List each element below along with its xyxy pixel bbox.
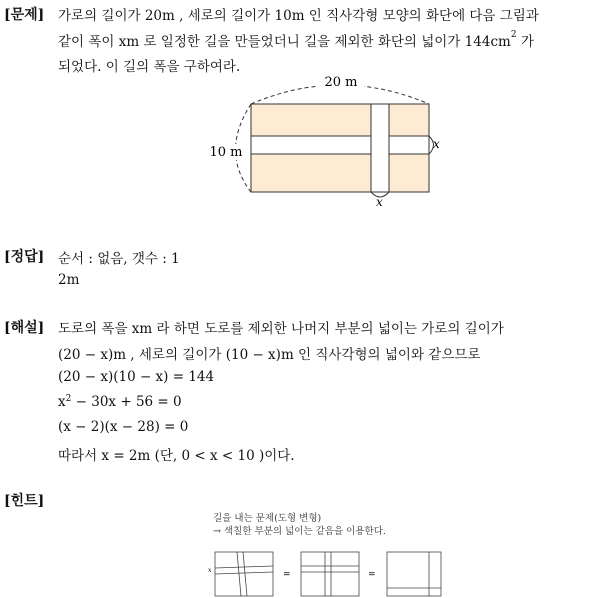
hint-fig-2 [301, 552, 359, 596]
problem-line-3: 되었다. 이 길의 폭을 구하여라. [58, 59, 241, 75]
explanation-eq-2-tail: − 30x + 56 = 0 [71, 394, 182, 410]
hint-text-1: 길을 내는 문제(도형 변형) [213, 513, 322, 524]
explanation-eq-2-x: x [58, 394, 66, 410]
hint-eq-sign-2: = [368, 570, 376, 580]
explanation-conclusion: 따라서 x = 2m (단, 0 < x < 10 )이다. [58, 448, 295, 464]
explanation-eq-1: (20 − x)(10 − x) = 144 [58, 369, 215, 385]
problem-line-2 [58, 30, 534, 50]
problem-label: [문제] [4, 7, 45, 23]
hint-x-1: x [208, 567, 212, 574]
explanation-line-1: 도로의 폭을 xm 라 하면 도로를 제외한 나머지 부분의 넓이는 가로의 길이가 [58, 321, 504, 337]
problem-line-1: 가로의 길이가 20m , 세로의 길이가 10m 인 직사각형 모양의 화단에 다음 그림과 [58, 8, 539, 24]
explanation-line-2: (20 − x)m , 세로의 길이가 (10 − x)m 인 직사각형의 넓이와 같으므로 [58, 347, 481, 363]
hint-label: [힌트] [4, 493, 45, 509]
x-right-label: x [433, 137, 440, 151]
problem-line-2-sup: 2 [510, 30, 517, 40]
width-label: 20 m [324, 75, 358, 90]
hint-figure [205, 510, 445, 598]
answer-line-1: 순서 : 없음, 갯수 : 1 [58, 251, 180, 267]
problem-line-2-tail: 가 [516, 34, 534, 50]
hint-eq-sign-1: = [283, 570, 291, 580]
explanation-eq-2 [58, 394, 182, 410]
hint-text-2: → 색칠한 부분의 넓이는 같음을 이용한다. [213, 526, 386, 537]
answer-line-2: 2m [58, 272, 80, 288]
horizontal-road [251, 136, 429, 154]
x-bottom-label: x [376, 195, 383, 209]
hint-fig-1 [208, 552, 273, 596]
hint-fig-3 [387, 552, 441, 596]
problem-line-2-text: 같이 폭이 xm 로 일정한 길을 만들었더니 길을 제외한 화단의 넓이가 144cm [58, 34, 511, 50]
explanation-eq-3: (x − 2)(x − 28) = 0 [58, 419, 189, 435]
explanation-eq-2-sup: 2 [65, 394, 72, 404]
vertical-road [371, 104, 389, 192]
garden-figure [200, 72, 460, 212]
explanation-label: [해설] [4, 320, 45, 336]
answer-label: [정답] [4, 249, 45, 265]
height-label: 10 m [209, 145, 243, 160]
